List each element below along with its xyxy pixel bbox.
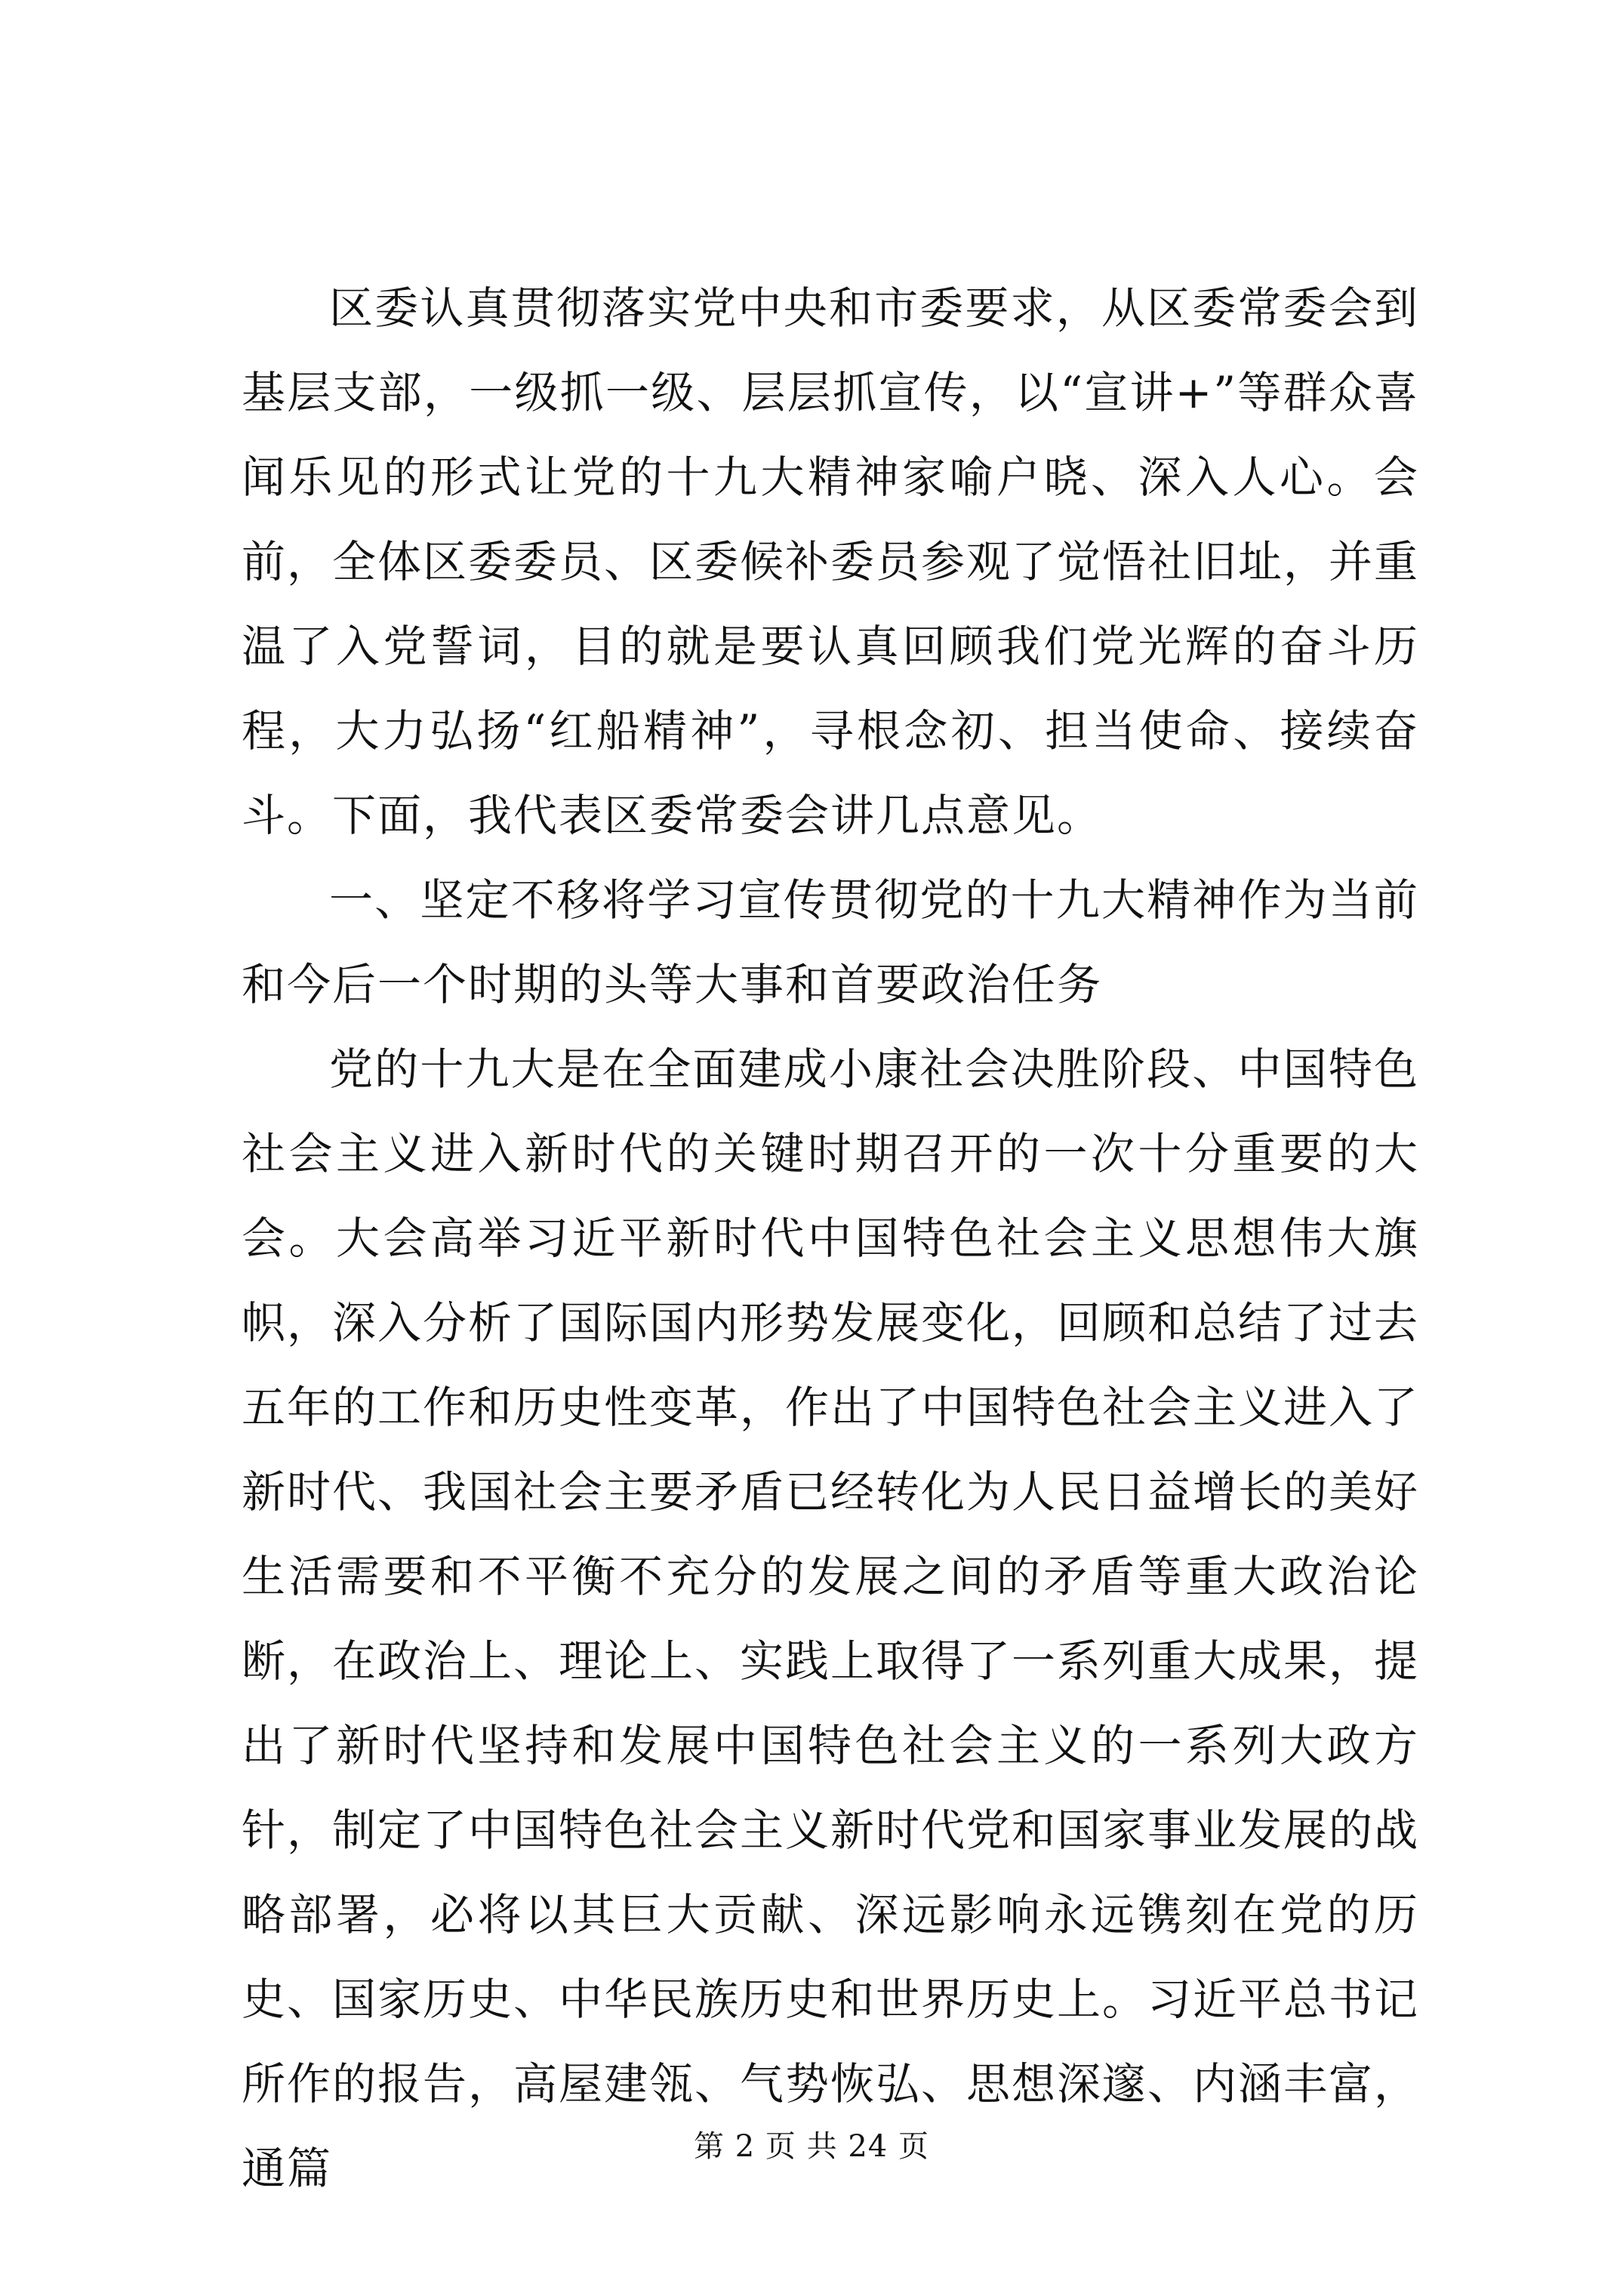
page-number-footer: 第 2 页 共 24 页: [694, 2129, 929, 2164]
paragraph-intro: 区委认真贯彻落实党中央和市委要求，从区委常委会到基层支部，一级抓一级、层层抓宣传，以“宣讲+”等群众喜闻乐见的形式让党的十九大精神家喻户晓、深入人心。会前，全体区委委员、区委候补委员参观了觉悟社旧址，并重温了入党誓词，目的就是要认真回顾我们党光辉的奋斗历程，大力弘扬“红船精神”，寻根念初、担当使命、接续奋斗。下面，我代表区委常委会讲几点意见。: [242, 282, 1420, 841]
section-heading-1: 一、坚定不移将学习宣传贯彻党的十九大精神作为当前和今后一个时期的头等大事和首要政治任务: [242, 874, 1419, 1010]
document-body: [242, 266, 1419, 2211]
paragraph-section-1: 党的十九大是在全面建成小康社会决胜阶段、中国特色社会主义进入新时代的关键时期召开的一次十分重要的大会。大会高举习近平新时代中国特色社会主义思想伟大旗帜，深入分析了国际国内形势发展变化，回顾和总结了过去五年的工作和历史性变革，作出了中国特色社会主义进入了新时代、我国社会主要矛盾已经转化为人民日益增长的美好生活需要和不平衡不充分的发展之间的矛盾等重大政治论断，在政治上、理论上、实践上取得了一系列重大成果，提出了新时代坚持和发展中国特色社会主义的一系列大政方针，制定了中国特色社会主义新时代党和国家事业发展的战略部署，必将以其巨大贡献、深远影响永远镌刻在党的历史、国家历史、中华民族历史和世界历史上。习近平总书记所作的报告，高屋建瓴、气势恢弘、思想深邃、内涵丰富，通篇: [242, 1043, 1420, 2194]
